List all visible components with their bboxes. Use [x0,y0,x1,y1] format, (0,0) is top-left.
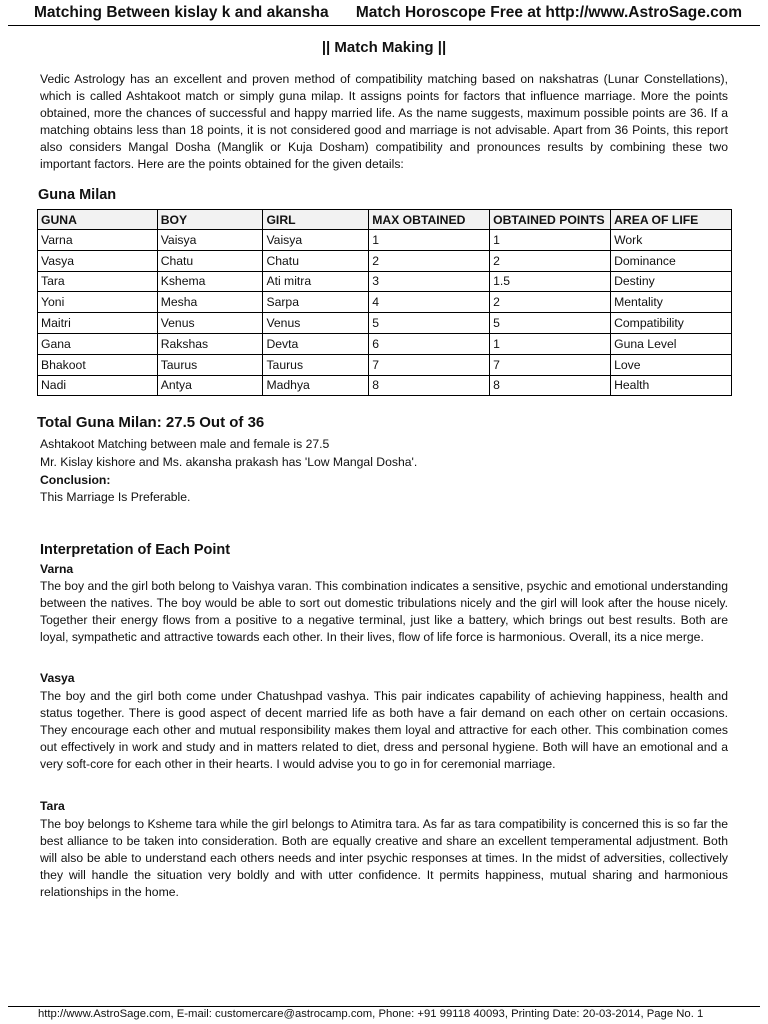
cell-boy: Venus [157,313,263,334]
col-header-girl: GIRL [263,210,369,230]
cell-girl: Taurus [263,354,369,375]
col-header-max-obtained: MAX OBTAINED [369,210,490,230]
page-header [8,0,760,26]
cell-area: Health [611,375,732,396]
guna-milan-heading: Guna Milan [38,187,117,203]
guna-milan-table [37,209,732,396]
col-header-boy: BOY [157,210,263,230]
cell-max: 5 [369,313,490,334]
cell-max: 7 [369,354,490,375]
cell-area: Dominance [611,250,732,271]
table-row [38,250,732,271]
vasya-text: The boy and the girl both come under Chatushpad vashya. This pair indicates capability of achieving happiness, health and status together. There is good aspect of decent married life as both have a fair demand on each other on certain occasions. They encourage each other and mutual responsibility makes them loyal and attractive for each other. This combination comes out effectively in work and study and in matters related to diet, dress and personal hygiene. Both will have an emotional and a very soft-core for each other in their hearts. I would advise you to go in for ceremonial marriage. [40,689,728,771]
conclusion-label: Conclusion: [40,473,111,487]
table-row [38,313,732,334]
cell-boy: Vaisya [157,230,263,251]
cell-max: 4 [369,292,490,313]
cell-guna: Yoni [38,292,158,313]
cell-girl: Vaisya [263,230,369,251]
cell-boy: Kshema [157,271,263,292]
cell-guna: Varna [38,230,158,251]
cell-guna: Bhakoot [38,354,158,375]
varna-text: The boy and the girl both belong to Vaishya varan. This combination indicates a sensitive, psychic and emotional understanding between the natives. The boy would be able to sort out domestic tribulations nicely and the girl will look after the house nicely. Together their energy flows from a positive to a negative terminal, just like a battery, which brings out best results. Both are loyal, sympathetic and attractive towards each other. In their lives, flow of life force is harmonious. Overall, its a nice merge. [40,579,728,644]
cell-area: Love [611,354,732,375]
table-row [38,230,732,251]
cell-area: Guna Level [611,333,732,354]
cell-obtained: 2 [490,250,611,271]
tara-heading: Tara [40,799,65,813]
mangal-dosha-summary: Mr. Kislay kishore and Ms. akansha prakash has 'Low Mangal Dosha'. [40,455,418,469]
cell-boy: Taurus [157,354,263,375]
cell-obtained: 7 [490,354,611,375]
cell-guna: Nadi [38,375,158,396]
cell-max: 1 [369,230,490,251]
cell-boy: Chatu [157,250,263,271]
table-row [38,375,732,396]
header-site-link[interactable]: Match Horoscope Free at http://www.AstroSage.com [355,3,742,21]
conclusion-text: This Marriage Is Preferable. [40,490,191,504]
cell-girl: Chatu [263,250,369,271]
table-header-row [38,210,732,230]
ashtakoot-summary: Ashtakoot Matching between male and female is 27.5 [40,437,330,451]
cell-max: 8 [369,375,490,396]
interpretation-heading: Interpretation of Each Point [40,542,231,558]
col-header-guna: GUNA [38,210,158,230]
cell-obtained: 5 [490,313,611,334]
cell-boy: Antya [157,375,263,396]
intro-paragraph: Vedic Astrology has an excellent and proven method of compatibility matching based on nakshatras (Lunar Constellations), which is called Ashtakoot match or simply guna milap. It assigns points for factors that influence marriage. More the points obtained, more the chances of successful and happy married life. As the name suggests, maximum possible points are 36. If a matching obtains less than 18 points, it is not considered good and marriage is not advisable. Apart from 36 Points, this report also considers Mangal Dosha (Manglik or Kuja Dosham) compatibility and pronounces results by combining these two important factors. Here are the points obtained for the given details: [40,72,728,171]
cell-girl: Sarpa [263,292,369,313]
table-row [38,271,732,292]
cell-area: Compatibility [611,313,732,334]
page-footer: http://www.AstroSage.com, E-mail: customercare@astrocamp.com, Phone: +91 99118 40093, Printing Date: 20-03-2014, Page No. 1 [38,1008,704,1020]
table-row [38,333,732,354]
table-row [38,292,732,313]
cell-obtained: 2 [490,292,611,313]
cell-guna: Gana [38,333,158,354]
cell-max: 2 [369,250,490,271]
varna-heading: Varna [40,562,74,576]
cell-obtained: 8 [490,375,611,396]
col-header-obtained-points: OBTAINED POINTS [490,210,611,230]
cell-obtained: 1 [490,230,611,251]
cell-area: Destiny [611,271,732,292]
total-guna-heading: Total Guna Milan: 27.5 Out of 36 [37,414,265,431]
footer-divider [8,1006,760,1007]
page-title: || Match Making || [321,39,447,56]
cell-obtained: 1 [490,333,611,354]
header-match-title: Matching Between kislay k and akansha [34,3,329,21]
cell-boy: Rakshas [157,333,263,354]
cell-guna: Tara [38,271,158,292]
vasya-heading: Vasya [40,671,75,685]
tara-text: The boy belongs to Ksheme tara while the girl belongs to Atimitra tara. As far as tara compatibility is concerned this is so far the best alliance to be taken into consideration. Both are equally creative and share an excellent temperamental adjustment. Both will also be able to understand each others needs and inter psychic responses at times. In the midst of adversities, collectively they will handle the situation very boldly and with utter confidence. It permits happiness, mutual sharing and harmonious relationships in the home. [40,817,728,899]
col-header-area-of-life: AREA OF LIFE [611,210,732,230]
cell-guna: Maitri [38,313,158,334]
cell-girl: Ati mitra [263,271,369,292]
table-row [38,354,732,375]
cell-obtained: 1.5 [490,271,611,292]
cell-guna: Vasya [38,250,158,271]
cell-area: Work [611,230,732,251]
cell-boy: Mesha [157,292,263,313]
cell-girl: Devta [263,333,369,354]
cell-girl: Madhya [263,375,369,396]
cell-area: Mentality [611,292,732,313]
cell-girl: Venus [263,313,369,334]
cell-max: 3 [369,271,490,292]
cell-max: 6 [369,333,490,354]
